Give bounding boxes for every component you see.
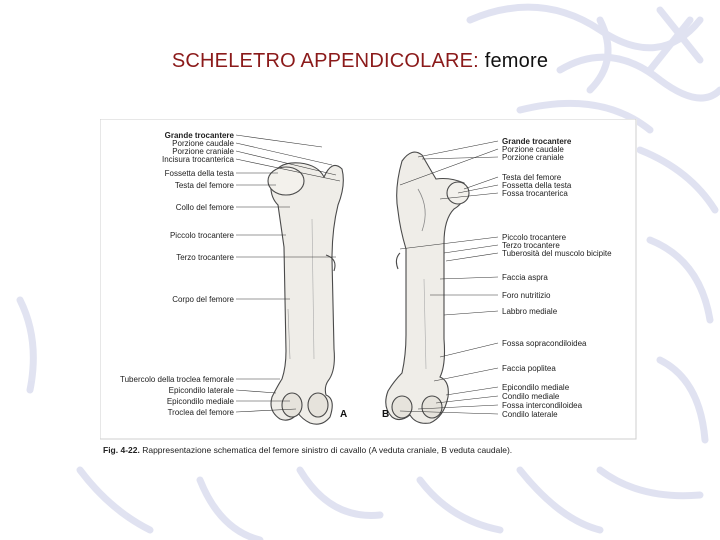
view-label-b: B [382,409,390,420]
slide-title-main: SCHELETRO APPENDICOLARE: [171,50,479,72]
label-right-6: Fossa trocanterica [502,189,568,198]
label-left-3: Porzione craniale [172,147,234,156]
label-right-9: Tuberosità del muscolo bicipite [502,249,612,258]
label-left-13: Epicondilo mediale [166,397,234,406]
label-right-14: Faccia poplitea [502,364,556,373]
label-right-1: Grande trocantere [502,137,572,146]
view-label-a: A [340,409,348,420]
label-left-6: Testa del femore [174,181,234,190]
label-right-12: Labbro mediale [502,307,558,316]
label-left-9: Terzo trocantere [176,253,234,262]
label-left-11: Tubercolo della troclea femorale [120,375,234,384]
label-right-4: Testa del femore [502,173,562,182]
label-left-10: Corpo del femore [172,295,234,304]
label-left-4: Incisura trocanterica [161,155,234,164]
caption-text: Rappresentazione schematica del femore sinistro di cavallo (A veduta craniale, B veduta caudale). [142,445,513,455]
label-left-1: Grande trocantere [164,131,234,140]
label-right-5: Fossetta della testa [502,181,572,190]
label-right-3: Porzione craniale [502,153,564,162]
label-left-8: Piccolo trocantere [169,231,234,240]
label-right-8: Terzo trocantere [502,241,560,250]
label-right-15: Epicondilo mediale [502,383,570,392]
label-right-2: Porzione caudale [502,145,564,154]
label-right-18: Condilo laterale [502,410,558,419]
label-left-7: Collo del femore [175,203,234,212]
slide-title-sub: femore [484,50,549,72]
label-right-10: Faccia aspra [502,273,548,282]
label-right-7: Piccolo trocantere [502,233,567,242]
label-right-17: Fossa intercondiloidea [502,401,583,410]
label-left-5: Fossetta della testa [164,169,234,178]
caption-figure-number: Fig. 4-22. [103,445,140,455]
label-right-16: Condilo mediale [502,392,560,401]
label-left-12: Epicondilo laterale [168,386,234,395]
slide-title [0,50,720,73]
label-right-13: Fossa sopracondiloidea [502,339,587,348]
label-left-14: Troclea del femore [167,408,234,417]
figure-caption [103,445,512,455]
femur-figure [100,119,637,462]
label-right-11: Foro nutritizio [502,291,551,300]
label-left-2: Porzione caudale [172,139,234,148]
